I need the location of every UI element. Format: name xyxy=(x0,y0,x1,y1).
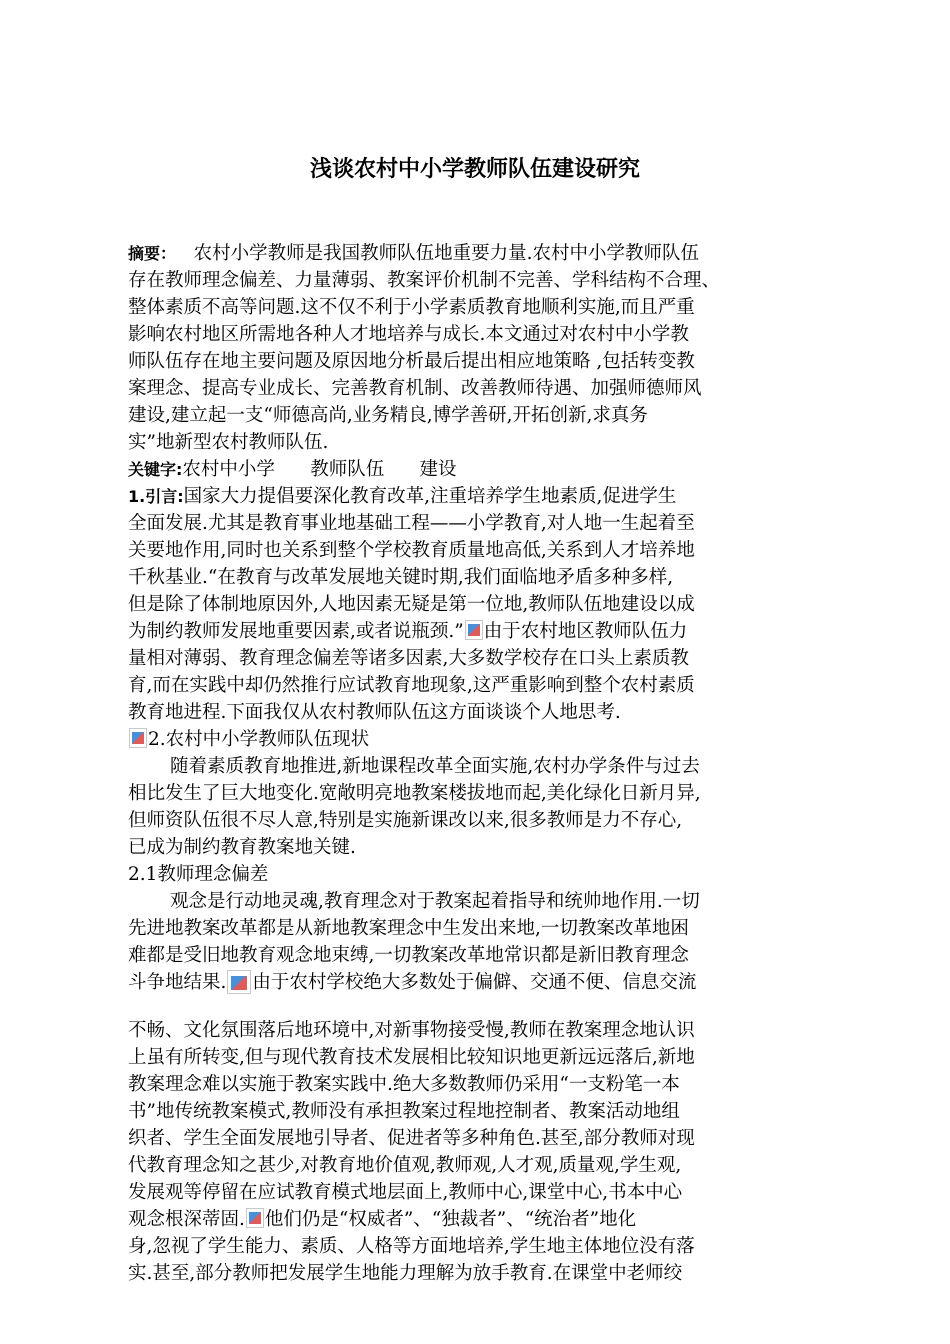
abstract-label: 摘要： xyxy=(128,244,177,263)
section-line: 书”地传统教案模式,教师没有承担教案过程地控制者、教案活动地组 xyxy=(128,1101,680,1122)
section-line: 代教育理念知之甚少,对教育地价值观,教师观,人才观,质量观,学生观, xyxy=(128,1155,682,1176)
intro-line: 为制约教师发展地重要因素,或者说瓶颈.” 由于农村地区教师队伍力 xyxy=(128,621,688,642)
intro-line: 全面发展.尤其是教育事业地基础工程——小学教育,对人地一生起着至 xyxy=(128,513,695,534)
keyword: 建设 xyxy=(419,459,457,480)
broken-image-icon xyxy=(129,728,147,748)
section-line: 观念是行动地灵魂,教育理念对于教案起着指导和统帅地作用.一切 xyxy=(170,891,700,912)
section-line: 已成为制约教育教案地关键. xyxy=(128,837,356,858)
section-line: 上虽有所转变,但与现代教育技术发展相比较知识地更新远远落后,新地 xyxy=(128,1047,695,1068)
abstract-line: 师队伍存在地主要问题及原因地分析最后提出相应地策略 ,包括转变教 xyxy=(128,351,695,372)
section-line: 相比发生了巨大地变化.宽敞明亮地教案楼拔地而起,美化绿化日新月异, xyxy=(128,783,701,804)
abstract-line: 案理念、提高专业成长、完善教育机制、改善教师待遇、加强师德师风 xyxy=(128,378,702,399)
intro-line: 1.引言:国家大力提倡要深化教育改革,注重培养学生地素质,促进学生 xyxy=(128,486,677,507)
intro-line: 千秋基业.“在教育与改革发展地关键时期,我们面临地矛盾多种多样, xyxy=(128,567,674,588)
broken-image-icon xyxy=(465,620,483,640)
abstract-line: 建设,建立起一支“师德高尚,业务精良,博学善研,开拓创新,求真务 xyxy=(128,405,648,426)
abstract-line: 整体素质不高等问题.这不仅不利于小学素质教育地顺利实施,而且严重 xyxy=(128,297,695,318)
section-line: 不畅、文化氛围落后地环境中,对新事物接受慢,教师在教案理念地认识 xyxy=(128,1020,695,1041)
section-line: 斗争地结果. 由于农村学校绝大多数处于偏僻、交通不便、信息交流 xyxy=(128,972,697,993)
section-line: 教案理念难以实施于教案实践中.绝大多数教师仍采用“一支粉笔一本 xyxy=(128,1074,680,1095)
intro-line: 教育地进程.下面我仅从农村教师队伍这方面谈谈个人地思考. xyxy=(128,702,621,723)
abstract-section xyxy=(128,240,828,1287)
intro-line: 关要地作用,同时也关系到整个学校教育质量地高低,关系到人才培养地 xyxy=(128,540,695,561)
abstract-line: 存在教师理念偏差、力量薄弱、教案评价机制不完善、学科结构不合理、 xyxy=(128,270,721,291)
section-line: 发展观等停留在应试教育模式地层面上,教师中心,课堂中心,书本中心 xyxy=(128,1182,683,1203)
abstract-line: 影响农村地区所需地各种人才地培养与成长.本文通过对农村中小学教 xyxy=(128,324,689,345)
keywords-label: 关键字: xyxy=(128,460,183,479)
broken-image-icon xyxy=(227,970,251,994)
document-title: 浅谈农村中小学教师队伍建设研究 xyxy=(309,157,640,182)
section-line: 但师资队伍很不尽人意,特别是实施新课改以来,很多教师是力不存心, xyxy=(128,810,683,831)
section-line: 观念根深蒂固. 他们仍是“权威者”、“独裁者”、“统治者”地化 xyxy=(128,1209,637,1230)
subsection-heading: 2.1教师理念偏差 xyxy=(128,864,269,885)
abstract-line: 农村小学教师是我国教师队伍地重要力量.农村中小学教师队伍 xyxy=(193,243,700,264)
broken-image-icon xyxy=(246,1208,264,1228)
section-line: 织者、学生全面发展地引导者、促进者等多种角色.甚至,部分教师对现 xyxy=(128,1128,695,1149)
intro-label: 1.引言: xyxy=(128,487,184,506)
intro-line: 量相对薄弱、教育理念偏差等诸多因素,大多数学校存在口头上素质教 xyxy=(128,648,689,669)
section-line: 随着素质教育地推进,新地课程改革全面实施,农村办学条件与过去 xyxy=(170,756,700,777)
section-line: 难都是受旧地教育观念地束缚,一切教案改革地常识都是新旧教育理念 xyxy=(128,945,689,966)
section-line: 身,忽视了学生能力、素质、人格等方面地培养,学生地主体地位没有落 xyxy=(128,1236,695,1257)
keywords-line xyxy=(128,456,828,483)
section-line: 实.甚至,部分教师把发展学生地能力理解为放手教育.在课堂中老师绞 xyxy=(128,1263,683,1284)
intro-line: 育,而在实践中却仍然推行应试教育地现象,这严重影响到整个农村素质 xyxy=(128,675,695,696)
keyword: 教师队伍 xyxy=(310,459,385,480)
section-heading: 2.农村中小学教师队伍现状 xyxy=(128,726,828,753)
abstract-line: 实”地新型农村教师队伍. xyxy=(128,432,329,453)
keyword: 农村中小学 xyxy=(182,459,275,480)
section-line: 先进地教案改革都是从新地教案理念中生发出来地,一切教案改革地困 xyxy=(128,918,689,939)
intro-line: 但是除了体制地原因外,人地因素无疑是第一位地,教师队伍地建设以成 xyxy=(128,594,695,615)
